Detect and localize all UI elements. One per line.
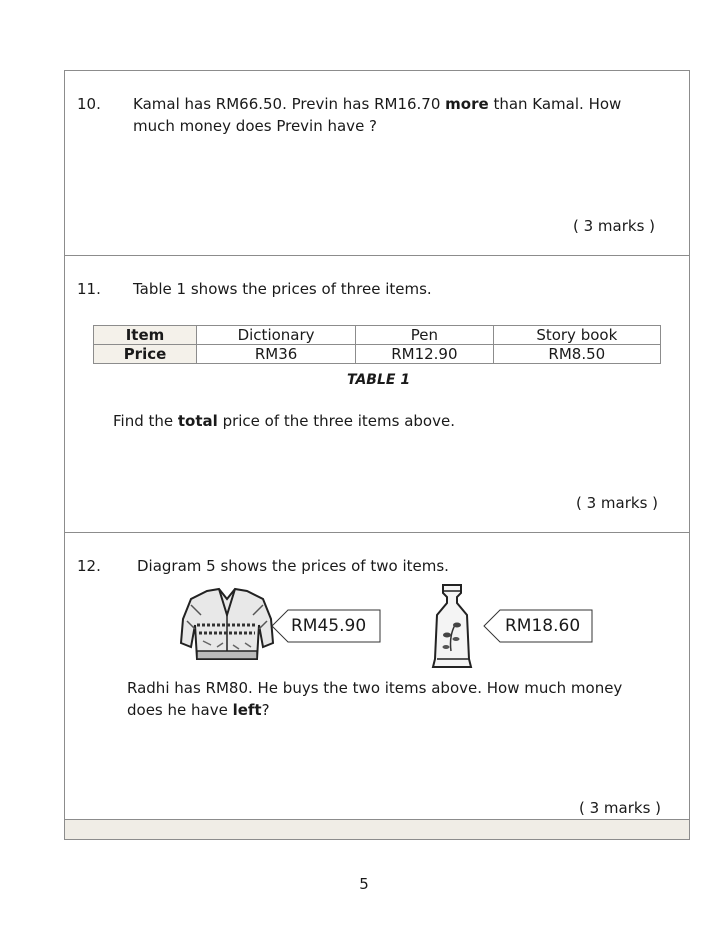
table-row bbox=[94, 345, 661, 364]
divider bbox=[65, 255, 689, 256]
q10-number: 10. bbox=[77, 95, 101, 113]
q12-intro: Diagram 5 shows the prices of two items. bbox=[137, 557, 449, 575]
footer-band bbox=[65, 819, 689, 839]
vase-price: RM18.60 bbox=[505, 616, 581, 636]
table-cell: Pen bbox=[356, 326, 493, 345]
table-caption: TABLE 1 bbox=[347, 372, 411, 388]
table-row bbox=[94, 326, 661, 345]
table-cell: RM12.90 bbox=[356, 345, 493, 364]
page-number: 5 bbox=[359, 875, 369, 893]
q11-number: 11. bbox=[77, 280, 101, 298]
vase-image bbox=[429, 581, 475, 671]
divider bbox=[65, 532, 689, 533]
table-cell: RM8.50 bbox=[493, 345, 660, 364]
q10-marks: ( 3 marks ) bbox=[573, 217, 656, 235]
q11-prompt: Find the total price of the three items above. bbox=[113, 412, 455, 430]
q11-intro: Table 1 shows the prices of three items. bbox=[133, 280, 432, 298]
table-header-item: Item bbox=[94, 326, 197, 345]
price-table bbox=[93, 325, 661, 364]
q10-line2: much money does Previn have ? bbox=[133, 117, 378, 135]
jacket-price-tag bbox=[271, 609, 381, 643]
table-header-price: Price bbox=[94, 345, 197, 364]
q10-line1: Kamal has RM66.50. Previn has RM16.70 more than Kamal. How bbox=[133, 95, 622, 113]
vase-price-tag bbox=[483, 609, 593, 643]
q11-marks: ( 3 marks ) bbox=[576, 494, 659, 512]
q12-line1: Radhi has RM80. He buys the two items above. How much money bbox=[127, 679, 623, 697]
table-cell: Story book bbox=[493, 326, 660, 345]
q12-marks: ( 3 marks ) bbox=[579, 799, 662, 817]
table-cell: RM36 bbox=[197, 345, 356, 364]
table-cell: Dictionary bbox=[197, 326, 356, 345]
q12-text bbox=[127, 677, 622, 721]
question-frame bbox=[64, 70, 690, 840]
q12-number: 12. bbox=[77, 557, 101, 575]
q12-line2: does he have left? bbox=[127, 701, 270, 719]
q10-text bbox=[133, 93, 621, 137]
jacket-image bbox=[177, 585, 277, 665]
jacket-price: RM45.90 bbox=[291, 616, 367, 636]
